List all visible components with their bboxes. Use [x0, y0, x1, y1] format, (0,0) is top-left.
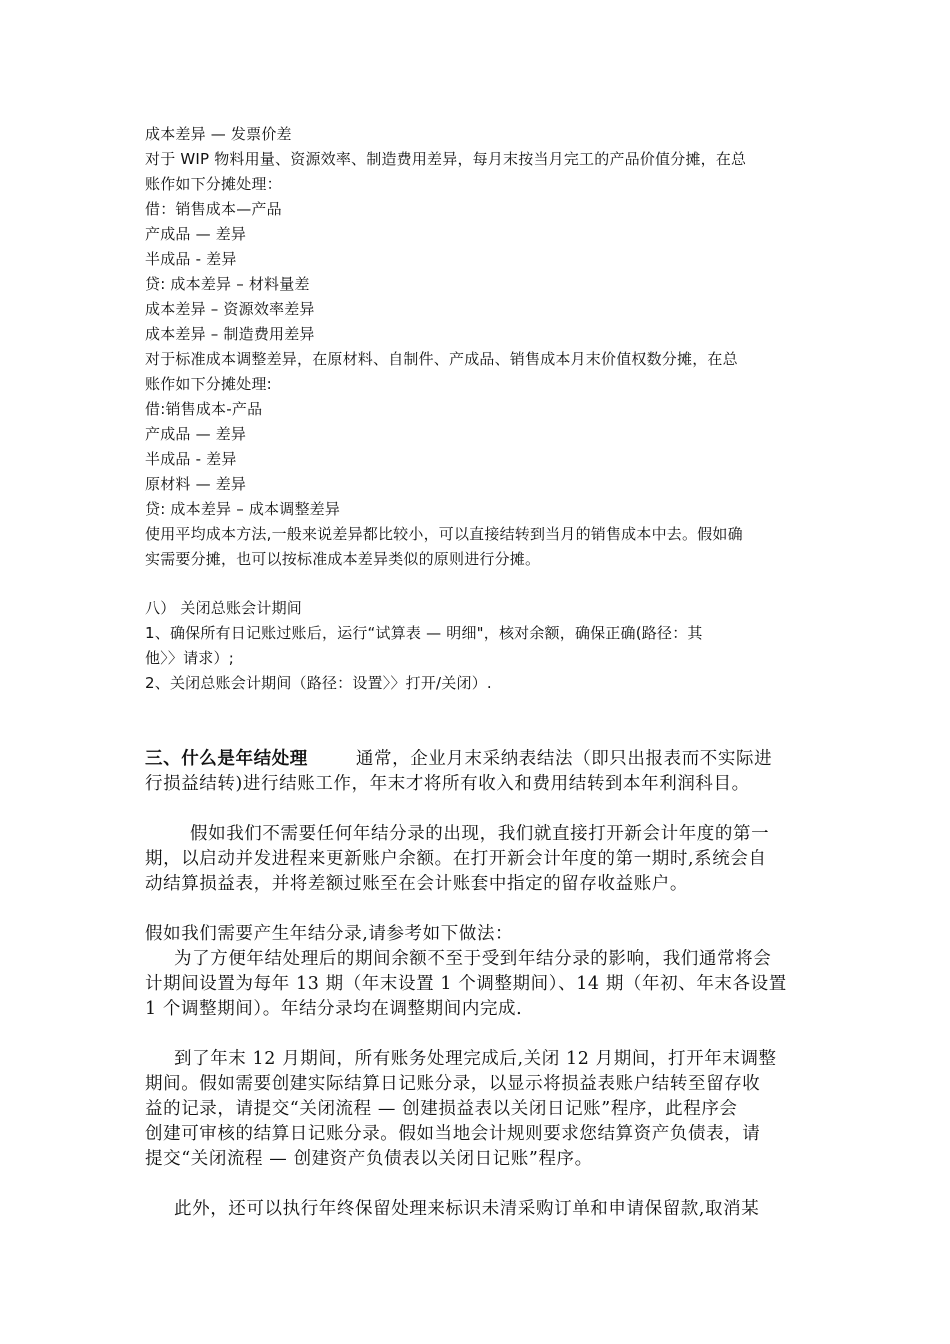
text-line: 账作如下分摊处理:: [145, 375, 272, 393]
text-line: 产成品 — 差异: [145, 225, 247, 243]
text-line: 动结算损益表，并将差额过账至在会计账套中指定的留存收益账户。: [145, 874, 688, 894]
text-line: 贷: 成本差异 – 成本调整差异: [145, 500, 341, 518]
text-line: 他〉〉请求）;: [145, 649, 234, 667]
text-line: 借：销售成本—产品: [145, 200, 282, 218]
text-line: 到了年末 12 月期间，所有账务处理完成后,关闭 12 月期间，打开年末调整: [174, 1049, 777, 1069]
text-line: 贷: 成本差异 – 材料量差: [145, 275, 310, 293]
text-line: 假如我们不需要任何年结分录的出现，我们就直接打开新会计年度的第一: [190, 824, 770, 844]
text-line: 此外，还可以执行年终保留处理来标识未清采购订单和申请保留款,取消某: [174, 1199, 760, 1219]
text-line: 半成品 - 差异: [145, 250, 237, 268]
text-line: 假如我们需要产生年结分录,请参考如下做法：: [145, 924, 514, 944]
text-line: 产成品 — 差异: [145, 425, 247, 443]
text-line: 对于标准成本调整差异，在原材料、自制件、产成品、销售成本月末价值权数分摊，在总: [145, 350, 738, 368]
text-line: 期，以启动并发进程来更新账户余额。在打开新会计年度的第一期时,系统会自: [145, 849, 767, 869]
text-line: 半成品 - 差异: [145, 450, 237, 468]
text-line: 1 个调整期间）。年结分录均在调整期间内完成.: [145, 999, 523, 1019]
text-line: 成本差异 – 资源效率差异: [145, 300, 315, 318]
text-line: 账作如下分摊处理：: [145, 175, 282, 193]
section3-heading: 三、什么是年结处理: [145, 749, 308, 769]
text-line: 2、关闭总账会计期间（路径：设置〉〉打开/关闭）.: [145, 674, 492, 692]
text-line: 创建可审核的结算日记账分录。假如当地会计规则要求您结算资产负债表，请: [145, 1124, 761, 1144]
text-line: 提交“关闭流程 — 创建资产负债表以关闭日记账”程序。: [145, 1149, 593, 1169]
text-line: 1、确保所有日记账过账后，运行“试算表 — 明细"，核对余额，确保正确(路径：其: [145, 624, 703, 642]
text-line: 计期间设置为每年 13 期（年末设置 1 个调整期间）、14 期（年初、年末各设置: [145, 974, 787, 994]
text-line: 实需要分摊，也可以按标准成本差异类似的原则进行分摊。: [145, 550, 541, 568]
text-line: 为了方便年结处理后的期间余额不至于受到年结分录的影响，我们通常将会: [174, 949, 772, 969]
text-line: 原材料 — 差异: [145, 475, 247, 493]
section-heading: 八） 关闭总账会计期间: [145, 599, 302, 617]
text-line: 使用平均成本方法,一般来说差异都比较小，可以直接结转到当月的销售成本中去。假如确: [145, 525, 743, 543]
text-line: 成本差异 — 发票价差: [145, 125, 292, 143]
text-line: 成本差异 – 制造费用差异: [145, 325, 315, 343]
text-line: 行损益结转)进行结账工作，年末才将所有收入和费用结转到本年利润科目。: [145, 774, 750, 794]
section3-intro-first: 通常，企业月末采纳表结法（即只出报表而不实际进: [355, 749, 773, 769]
section3-intro-line: [145, 747, 772, 771]
text-line: 期间。假如需要创建实际结算日记账分录，以显示将损益表账户结转至留存收: [145, 1074, 761, 1094]
text-line: 益的记录，请提交“关闭流程 — 创建损益表以关闭日记账”程序，此程序会: [145, 1099, 738, 1119]
text-line: 借:销售成本-产品: [145, 400, 263, 418]
text-line: 对于 WIP 物料用量、资源效率、制造费用差异，每月末按当月完工的产品价值分摊，在总: [145, 150, 747, 168]
